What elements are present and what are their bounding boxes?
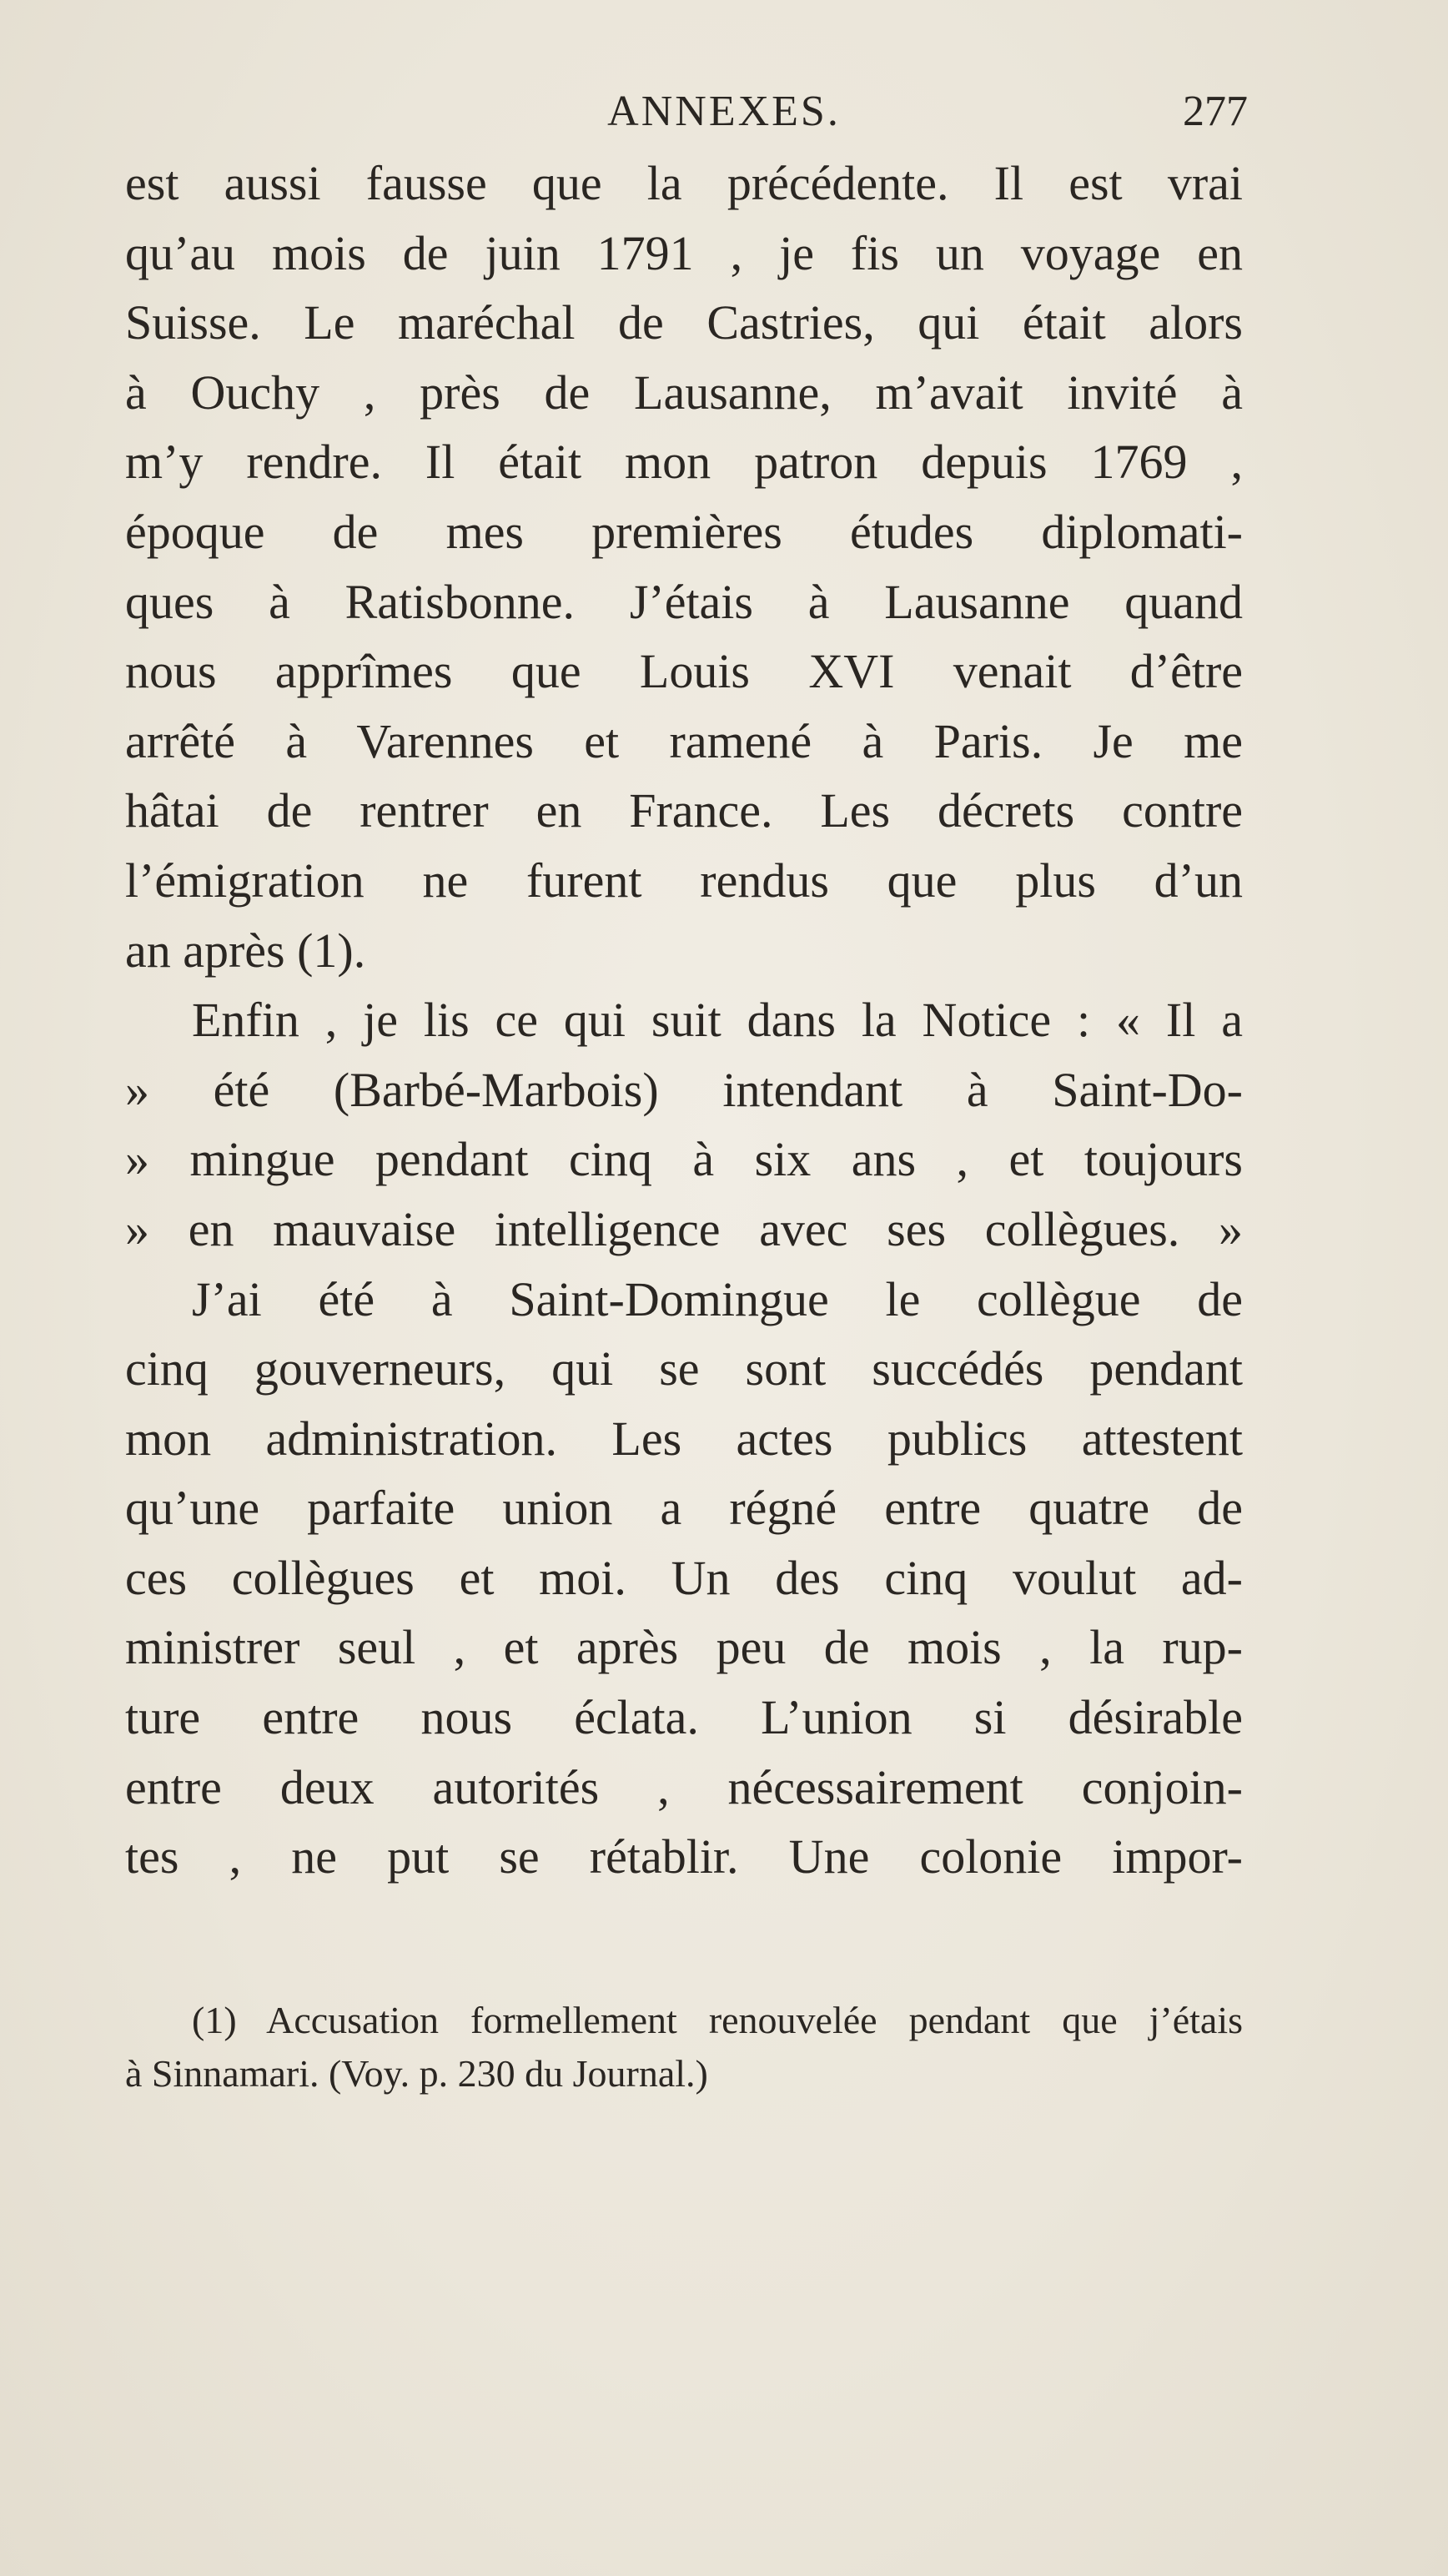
text-line: an après (1). (125, 923, 366, 978)
text-line: J’ai été à Saint-Domingue le collègue de (192, 1271, 1243, 1326)
text-line: arrêté à Varennes et ramené à Paris. Je me (125, 713, 1243, 768)
text-line: qu’une parfaite union a régné entre quatre de (125, 1481, 1243, 1536)
footnote-line: (1) Accusation formellement renouvelée pendant que j’étais (192, 1999, 1243, 2041)
text-line: hâtai de rentrer en France. Les décrets contre (125, 783, 1243, 838)
text-line: Suisse. Le maréchal de Castries, qui était alors (125, 295, 1243, 350)
page-number: 277 (1183, 88, 1248, 135)
text-line: ture entre nous éclata. L’union si désirable (125, 1690, 1243, 1745)
text-line: mon administration. Les actes publics attestent (125, 1411, 1243, 1466)
text-line: » été (Barbé-Marbois) intendant à Saint-Do- (125, 1062, 1243, 1117)
text-line: ministrer seul , et après peu de mois , la rup- (125, 1620, 1243, 1675)
text-line: nous apprîmes que Louis XVI venait d’être (125, 644, 1243, 699)
text-line: ques à Ratisbonne. J’étais à Lausanne quand (125, 574, 1243, 629)
text-line: est aussi fausse que la précédente. Il est vrai (125, 156, 1243, 210)
text-line: » mingue pendant cinq à six ans , et toujours (125, 1132, 1243, 1187)
text-line: tes , ne put se rétablir. Une colonie impor- (125, 1829, 1243, 1884)
text-line: Enfin , je lis ce qui suit dans la Notice : « Il a (192, 993, 1243, 1048)
footnote (125, 1994, 1243, 2101)
text-line: ces collègues et moi. Un des cinq voulut ad- (125, 1550, 1243, 1605)
body-text (125, 148, 1243, 1892)
text-line: entre deux autorités , nécessairement conjoin- (125, 1759, 1243, 1814)
footnote-line: à Sinnamari. (Voy. p. 230 du Journal.) (125, 2052, 708, 2095)
running-head: ANNEXES. (607, 88, 841, 135)
text-line: qu’au mois de juin 1791 , je fis un voyage en (125, 225, 1243, 280)
text-line: époque de mes premières études diplomati- (125, 504, 1243, 559)
text-line: cinq gouverneurs, qui se sont succédés pendant (125, 1341, 1243, 1396)
text-line: m’y rendre. Il était mon patron depuis 1769 , (125, 435, 1243, 490)
page-header (0, 87, 1448, 137)
text-line: » en mauvaise intelligence avec ses collègues. » (125, 1201, 1243, 1256)
text-line: l’émigration ne furent rendus que plus d’un (125, 853, 1243, 908)
text-line: à Ouchy , près de Lausanne, m’avait invité à (125, 365, 1243, 420)
